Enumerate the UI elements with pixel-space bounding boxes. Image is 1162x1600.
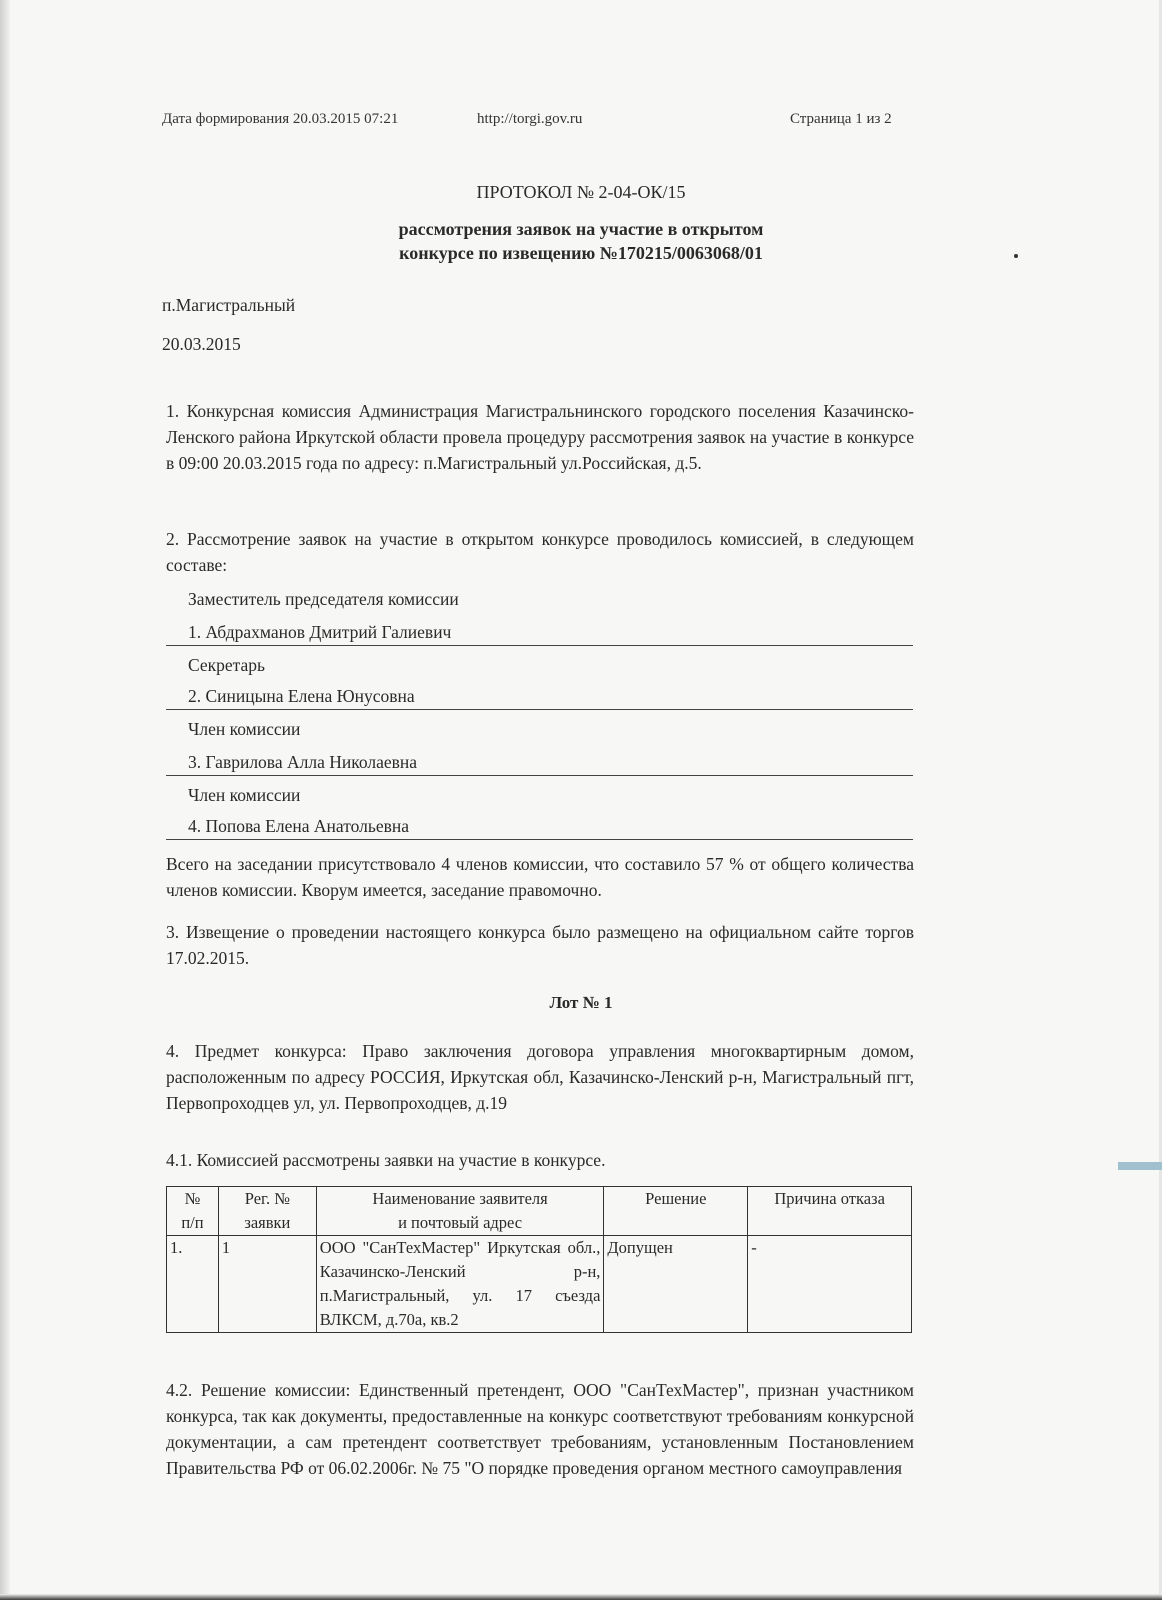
member-name: 2. Синицына Елена Юнусовна bbox=[188, 686, 415, 706]
protocol-title: ПРОТОКОЛ № 2-04-ОК/15 bbox=[476, 182, 686, 202]
place: п.Магистральный bbox=[162, 295, 296, 315]
member-role: Заместитель председателя комиссии bbox=[188, 589, 459, 609]
lot-heading: Лот № 1 bbox=[549, 993, 613, 1012]
col-header-reg-line2: заявки bbox=[244, 1213, 291, 1232]
col-header-applicant-line2: и почтовый адрес bbox=[398, 1213, 523, 1232]
cell-applicant: ООО "СанТехМастер" Иркутская обл., Казачинско-Ленский р-н, п.Магистральный, ул. 17 съезда ВЛКСМ, д.70а, кв.2 bbox=[316, 1236, 604, 1333]
paragraph-1: 1. Конкурсная комиссия Администрация Магистральнинского городского поселения Казачинско-Ленского района Иркутской области провела процедуру рассмотрения заявок на участие в конкурсе в 09:00 20.03.2015 года по адресу: п.Магистральный ул.Российская, д.5. bbox=[166, 401, 914, 473]
paragraph-2: 2. Рассмотрение заявок на участие в открытом конкурсе проводилось комиссией, в следующем составе: bbox=[166, 529, 914, 575]
col-header-reg-number bbox=[218, 1187, 316, 1236]
cell-reason: - bbox=[748, 1236, 912, 1333]
header-date: Дата формирования 20.03.2015 07:21 bbox=[162, 111, 399, 127]
table-row bbox=[167, 1236, 912, 1333]
scan-mark bbox=[1118, 1162, 1162, 1170]
paragraph-4-1: 4.1. Комиссией рассмотрены заявки на участие в конкурсе. bbox=[166, 1150, 606, 1170]
quorum-paragraph: Всего на заседании присутствовало 4 членов комиссии, что составило 57 % от общего количества членов комиссии. Кворум имеется, заседание правомочно. bbox=[166, 854, 914, 900]
protocol-date: 20.03.2015 bbox=[162, 334, 241, 354]
col-header-decision: Решение bbox=[604, 1187, 748, 1236]
member-role: Секретарь bbox=[188, 655, 266, 675]
col-header-number bbox=[167, 1187, 219, 1236]
col-header-applicant bbox=[316, 1187, 604, 1236]
divider bbox=[166, 775, 913, 776]
protocol-subtitle-1: рассмотрения заявок на участие в открытом bbox=[398, 219, 764, 239]
header-page-number: Страница 1 из 2 bbox=[790, 111, 892, 127]
paragraph-4: 4. Предмет конкурса: Право заключения договора управления многоквартирным домом, расположенным по адресу РОССИЯ, Иркутская обл, Казачинско-Ленский р-н, Магистральный пгт, Первопроходцев ул, ул. Первопроходцев, д.19 bbox=[166, 1041, 914, 1113]
divider bbox=[166, 709, 913, 710]
col-header-reg-line1: Рег. № bbox=[244, 1189, 290, 1208]
protocol-subtitle-2: конкурсе по извещению №170215/0063068/01 bbox=[399, 243, 763, 263]
cell-reg-number: 1 bbox=[218, 1236, 316, 1333]
member-name: 4. Попова Елена Анатольевна bbox=[188, 816, 410, 836]
divider bbox=[166, 839, 913, 840]
member-role: Член комиссии bbox=[188, 785, 301, 805]
scan-edge-bottom bbox=[0, 1594, 1162, 1600]
col-header-reason: Причина отказа bbox=[748, 1187, 912, 1236]
member-role: Член комиссии bbox=[188, 719, 301, 739]
col-header-number-line2: п/п bbox=[181, 1213, 204, 1232]
table-header-row bbox=[167, 1187, 912, 1236]
paragraph-4-2: 4.2. Решение комиссии: Единственный претендент, ООО "СанТехМастер", признан участником конкурса, так как документы, предоставленные на конкурс соответствуют требованиям конкурсной документации, а сам претендент соответствует требованиям, установленным Постановлением Правительства РФ от 06.02.2006г. № 75 "О порядке проведения органом местного самоуправления bbox=[166, 1380, 914, 1478]
col-header-applicant-line1: Наименование заявителя bbox=[372, 1189, 548, 1208]
paragraph-3: 3. Извещение о проведении настоящего конкурса было размещено на официальном сайте торгов 17.02.2015. bbox=[166, 922, 914, 968]
member-name: 3. Гаврилова Алла Николаевна bbox=[188, 752, 418, 772]
cell-decision: Допущен bbox=[604, 1236, 748, 1333]
scan-edge-left bbox=[0, 0, 10, 1600]
header-url[interactable]: http://torgi.gov.ru bbox=[477, 111, 583, 127]
divider bbox=[166, 645, 913, 646]
col-header-number-line1: № bbox=[184, 1189, 201, 1208]
cell-number: 1. bbox=[167, 1236, 219, 1333]
member-name: 1. Абдрахманов Дмитрий Галиевич bbox=[188, 622, 452, 642]
applications-table bbox=[166, 1186, 912, 1333]
